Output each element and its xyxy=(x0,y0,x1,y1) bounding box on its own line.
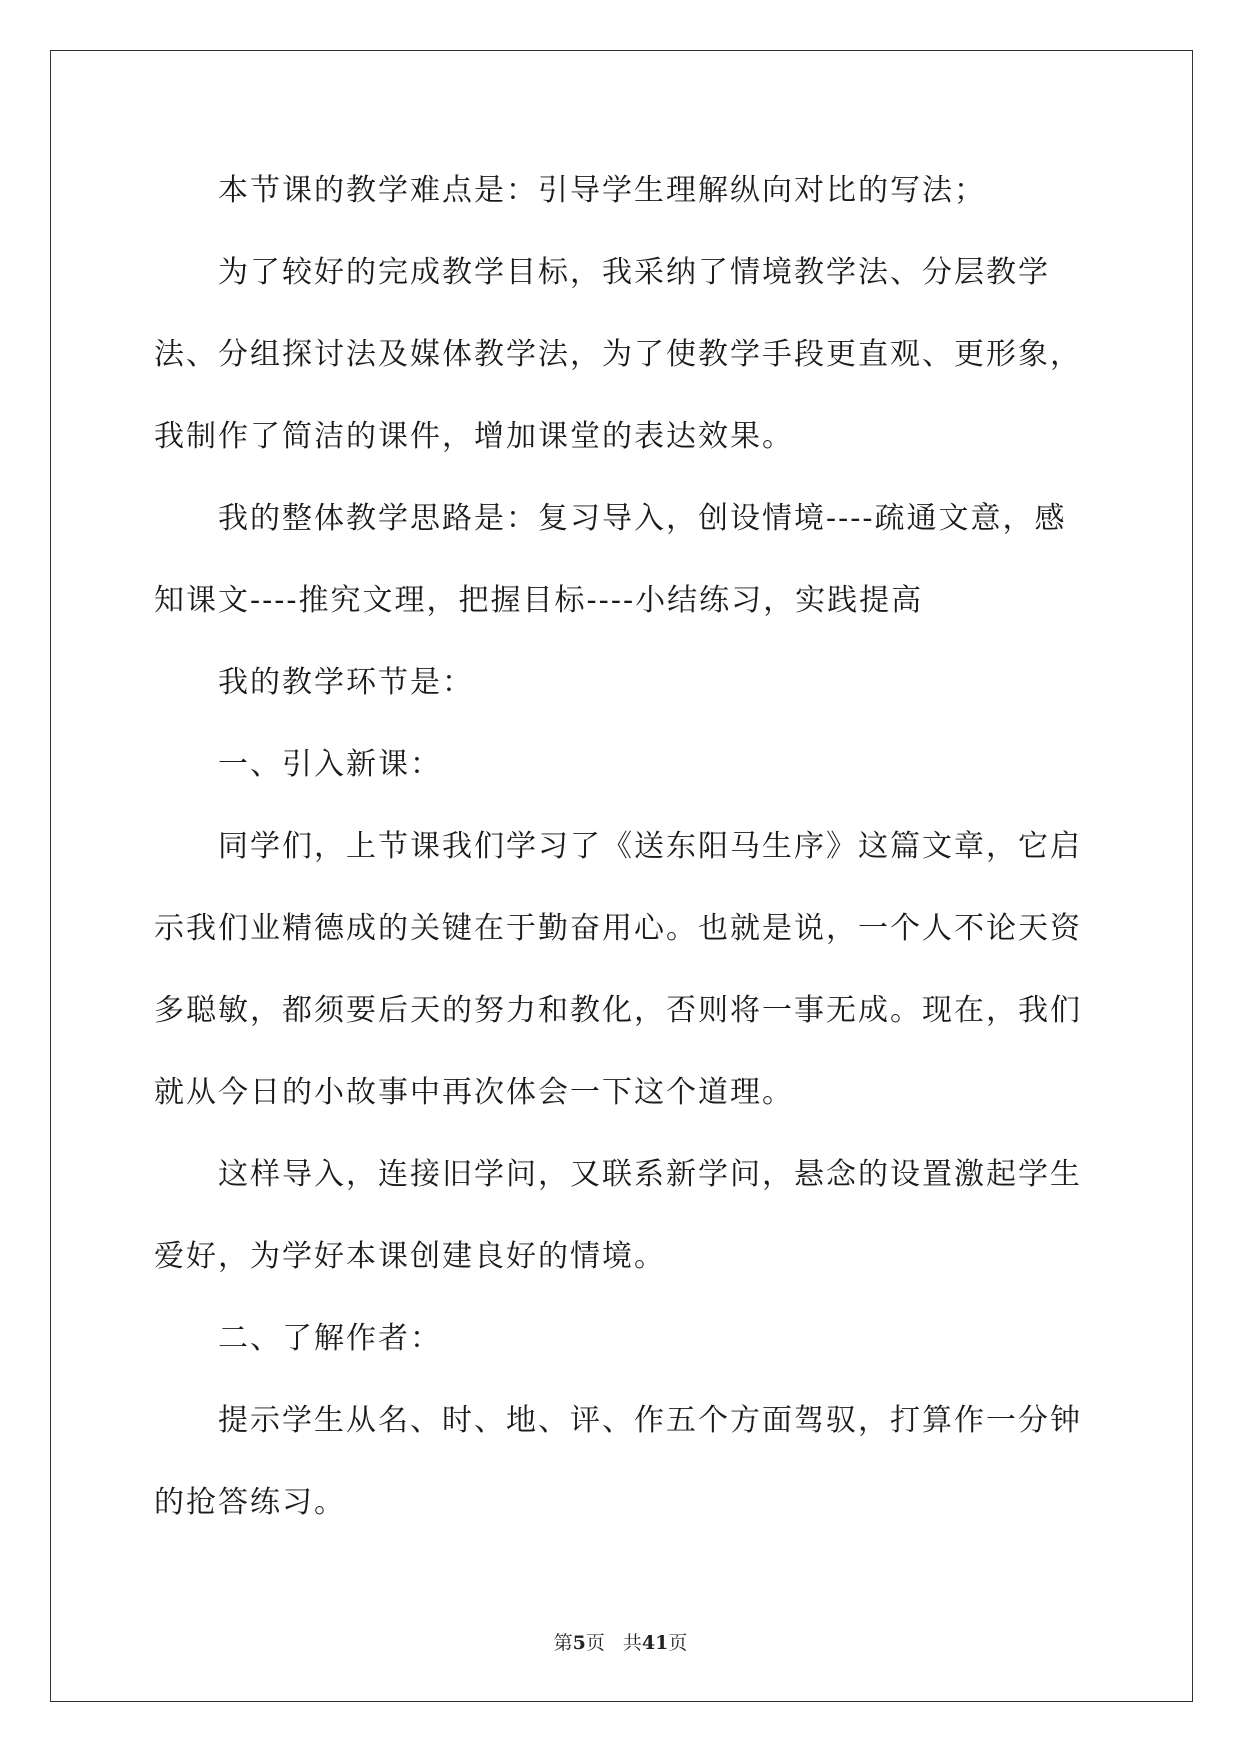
footer-page-number: 5 xyxy=(572,1632,586,1654)
footer-prefix: 第 xyxy=(553,1632,573,1654)
footer-total-pages: 41 xyxy=(641,1632,669,1654)
section-heading-author: 二、了解作者： xyxy=(218,1321,442,1356)
section-heading-intro: 一、引入新课： xyxy=(218,747,442,782)
paragraph-teaching-steps-heading: 我的教学环节是： xyxy=(218,665,474,700)
paragraph-methods: 为了较好的完成教学目标，我采纳了情境教学法、分层教学法、分组探讨法及媒体教学法，为了使教学手段更直观、更形象，我制作了简洁的课件，增加课堂的表达效果。 xyxy=(154,255,1082,454)
footer-total-prefix: 共 xyxy=(622,1632,642,1654)
paragraph-teaching-approach: 我的整体教学思路是：复习导入，创设情境----疏通文意，感知课文----推究文理，把握目标----小结练习，实践提高 xyxy=(154,501,1067,618)
paragraph-author-hint: 提示学生从名、时、地、评、作五个方面驾驭，打算作一分钟的抢答练习。 xyxy=(154,1403,1082,1520)
paragraph-intro-effect: 这样导入，连接旧学问，又联系新学问，悬念的设置激起学生爱好，为学好本课创建良好的情境。 xyxy=(154,1157,1082,1274)
footer-total-suffix: 页 xyxy=(668,1632,688,1654)
footer-page-suffix: 页 xyxy=(585,1632,605,1654)
paragraph-difficulty: 本节课的教学难点是：引导学生理解纵向对比的写法； xyxy=(218,173,986,208)
paragraph-intro-speech: 同学们，上节课我们学习了《送东阳马生序》这篇文章，它启示我们业精德成的关键在于勤奋用心。也就是说，一个人不论天资多聪敏，都须要后天的努力和教化，否则将一事无成。现在，我们就从今日的小故事中再次体会一下这个道理。 xyxy=(154,829,1082,1110)
page-footer xyxy=(0,1628,1241,1655)
